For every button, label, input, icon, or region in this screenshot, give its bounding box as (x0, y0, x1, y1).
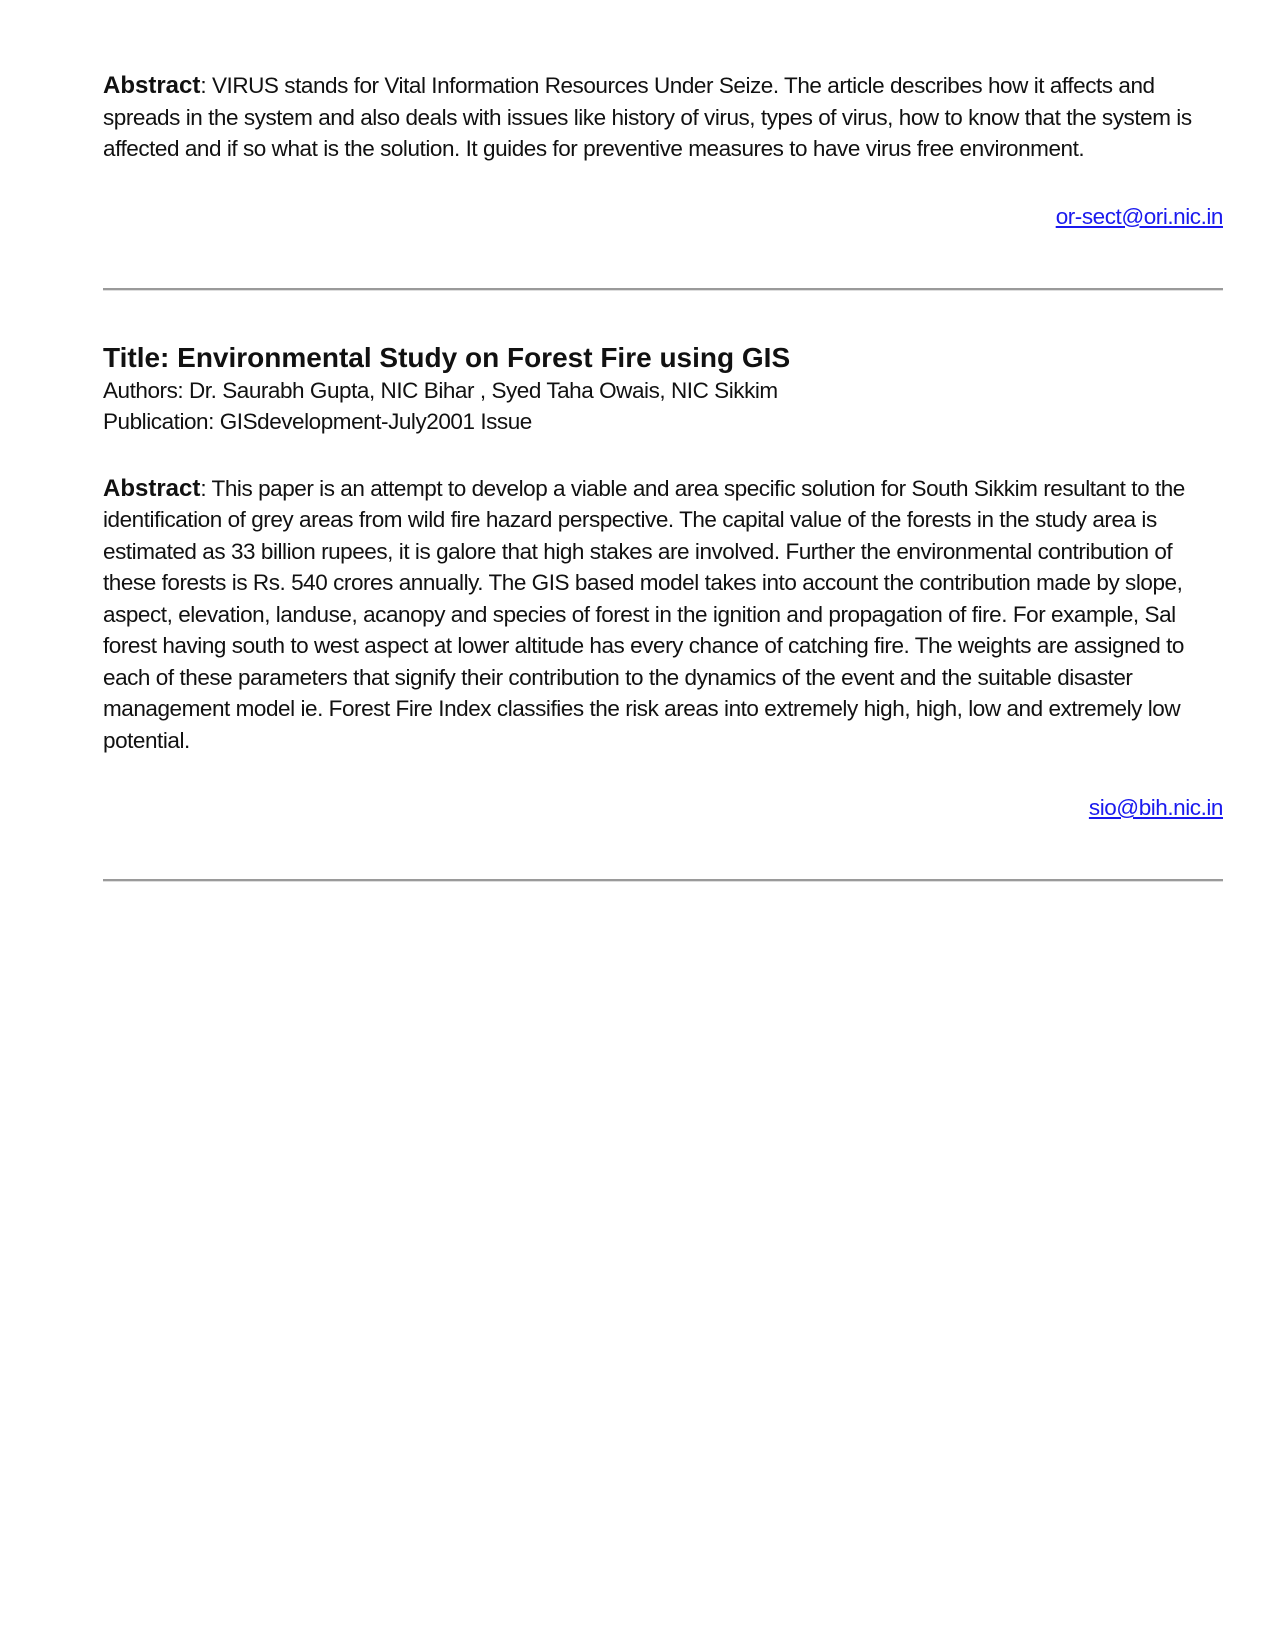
horizontal-rule (103, 879, 1223, 882)
email-link-bih[interactable]: sio@bih.nic.in (1088, 795, 1223, 820)
abstract-label: Abstract (103, 474, 201, 502)
abstract-text: : This paper is an attempt to develop a viable and area specific solution for South Sikkim resultant to the identification of grey areas from wild fire hazard perspective. The capital value of the forests in the study area is estimated as 33 billion rupees, it is galore that high stakes are involved. Further the environmental contribution of these forests is Rs. 540 crores annually. The GIS based model takes into account the contribution made by slope, aspect, elevation, landuse, acanopy and species of forest in the ignition and propagation of fire. For example, Sal forest having south to west aspect at lower altitude has every chance of catching fire. The weights are assigned to each of these parameters that signify their contribution to the dynamics of the event and the suitable disaster management model ie. Forest Fire Index classifies the risk areas into extremely high, high, low and extremely low potential. (103, 475, 1185, 753)
email-row (103, 203, 1223, 231)
article-publication: Publication: GISdevelopment-July2001 Issue (103, 408, 532, 434)
document-page (103, 70, 1223, 882)
email-row (103, 794, 1223, 822)
abstract-text: : VIRUS stands for Vital Information Resources Under Seize. The article describes how it affects and spreads in the system and also deals with issues like history of virus, types of virus, how to know that the system is affected and if so what is the solution. It guides for preventive measures to have virus free environment. (103, 73, 1192, 161)
article-authors: Authors: Dr. Saurabh Gupta, NIC Bihar , Syed Taha Owais, NIC Sikkim (103, 377, 778, 403)
horizontal-rule (103, 288, 1223, 291)
email-link-ori[interactable]: or-sect@ori.nic.in (1055, 203, 1223, 229)
abstract-virus (103, 70, 1223, 165)
abstract-forest-fire (103, 473, 1223, 757)
article-title: Title: Environmental Study on Forest Fire using GIS (103, 341, 791, 373)
abstract-label: Abstract (103, 72, 201, 99)
